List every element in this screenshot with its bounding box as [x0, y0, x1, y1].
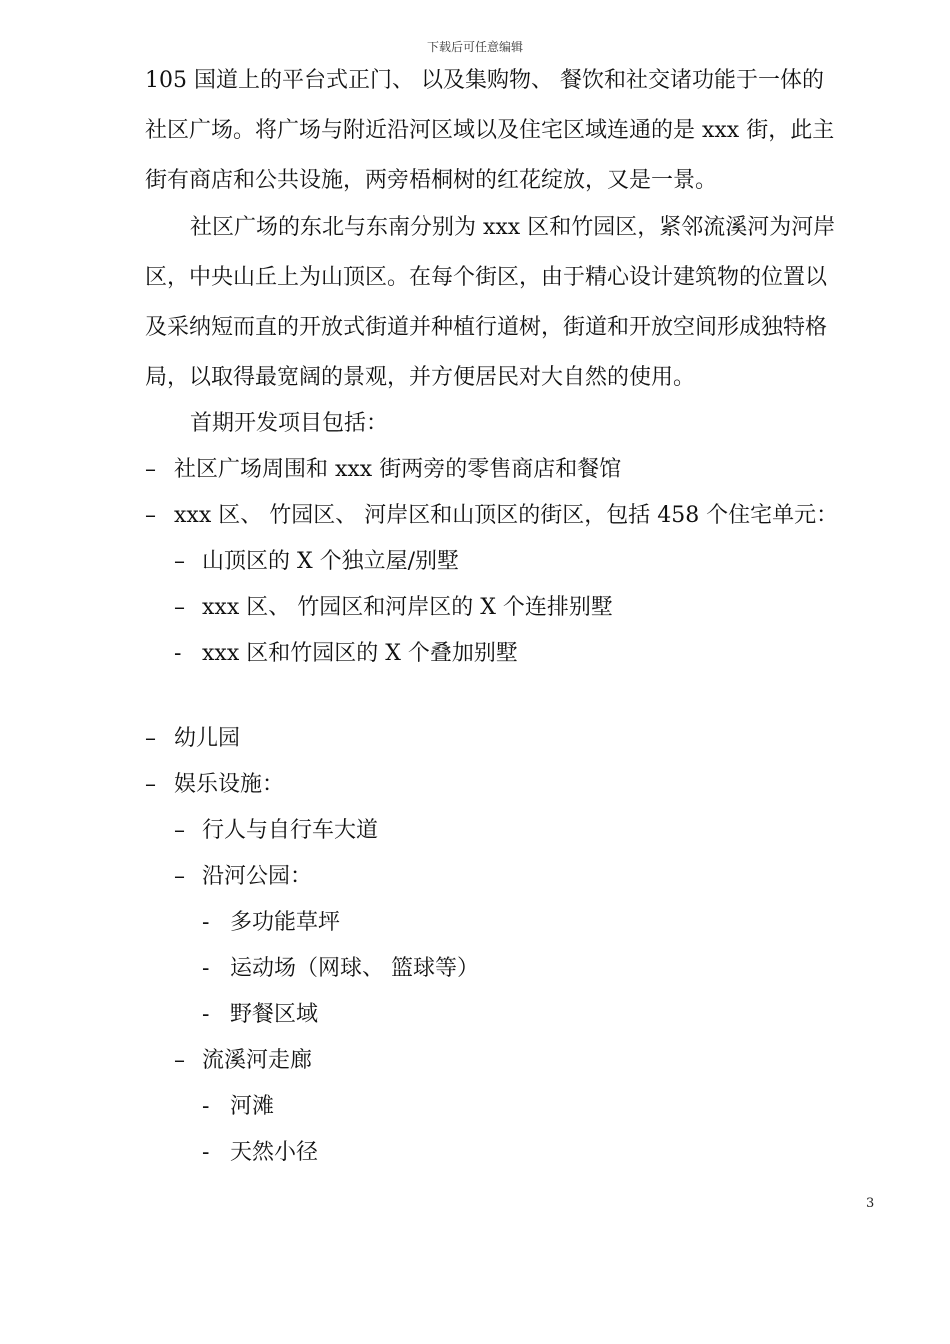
- paragraph-line: 及采纳短而直的开放式街道并种植行道树，街道和开放空间形成独特格: [145, 315, 828, 340]
- page-number: 3: [866, 1196, 875, 1211]
- paragraph-line: 街有商店和公共设施，两旁梧桐树的红花绽放，又是一景。: [145, 168, 718, 193]
- list-dash: –: [145, 772, 156, 797]
- list-dash: -: [202, 910, 210, 935]
- list-dash: –: [174, 818, 185, 843]
- list-item: 沿河公园：: [202, 864, 313, 889]
- list-dash: -: [174, 641, 182, 666]
- page-header: 下载后可任意编辑: [426, 40, 523, 54]
- list-item: 山顶区的 X 个独立屋/别墅: [202, 549, 460, 574]
- list-dash: -: [202, 1002, 210, 1027]
- list-dash: –: [145, 726, 156, 751]
- list-item: 多功能草坪: [230, 910, 341, 935]
- list-item: xxx 区和竹园区的 X 个叠加别墅: [202, 641, 518, 666]
- list-dash: –: [174, 1048, 185, 1073]
- list-item: 流溪河走廊: [202, 1048, 313, 1073]
- paragraph-line: 社区广场的东北与东南分别为 xxx 区和竹园区，紧邻流溪河为河岸: [190, 215, 836, 240]
- list-dash: –: [145, 457, 156, 482]
- list-item: 行人与自行车大道: [202, 818, 379, 843]
- list-dash: –: [174, 595, 185, 620]
- list-dash: –: [174, 864, 185, 889]
- list-item: 野餐区域: [230, 1002, 319, 1027]
- paragraph-line: 社区广场。将广场与附近沿河区域以及住宅区域连通的是 xxx 街，此主: [145, 118, 835, 143]
- list-dash: -: [202, 1094, 210, 1119]
- paragraph-line: 区，中央山丘上为山顶区。在每个街区，由于精心设计建筑物的位置以: [145, 265, 828, 290]
- list-item: 幼儿园: [174, 726, 241, 751]
- paragraph-line: 首期开发项目包括：: [190, 411, 389, 436]
- list-item: xxx 区、 竹园区、 河岸区和山顶区的街区，包括 458 个住宅单元：: [174, 503, 839, 528]
- list-dash: –: [145, 503, 156, 528]
- list-item: 娱乐设施：: [174, 772, 285, 797]
- list-item: 河滩: [230, 1094, 275, 1119]
- paragraph-line: 105 国道上的平台式正门、 以及集购物、 餐饮和社交诸功能于一体的: [145, 68, 824, 93]
- list-item: 天然小径: [230, 1140, 319, 1165]
- list-dash: –: [174, 549, 185, 574]
- list-item: 运动场（网球、 篮球等）: [230, 956, 479, 981]
- list-item: xxx 区、 竹园区和河岸区的 X 个连排别墅: [202, 595, 613, 620]
- list-item: 社区广场周围和 xxx 街两旁的零售商店和餐馆: [174, 457, 622, 482]
- paragraph-line: 局，以取得最宽阔的景观，并方便居民对大自然的使用。: [145, 365, 696, 390]
- list-dash: -: [202, 1140, 210, 1165]
- list-dash: -: [202, 956, 210, 981]
